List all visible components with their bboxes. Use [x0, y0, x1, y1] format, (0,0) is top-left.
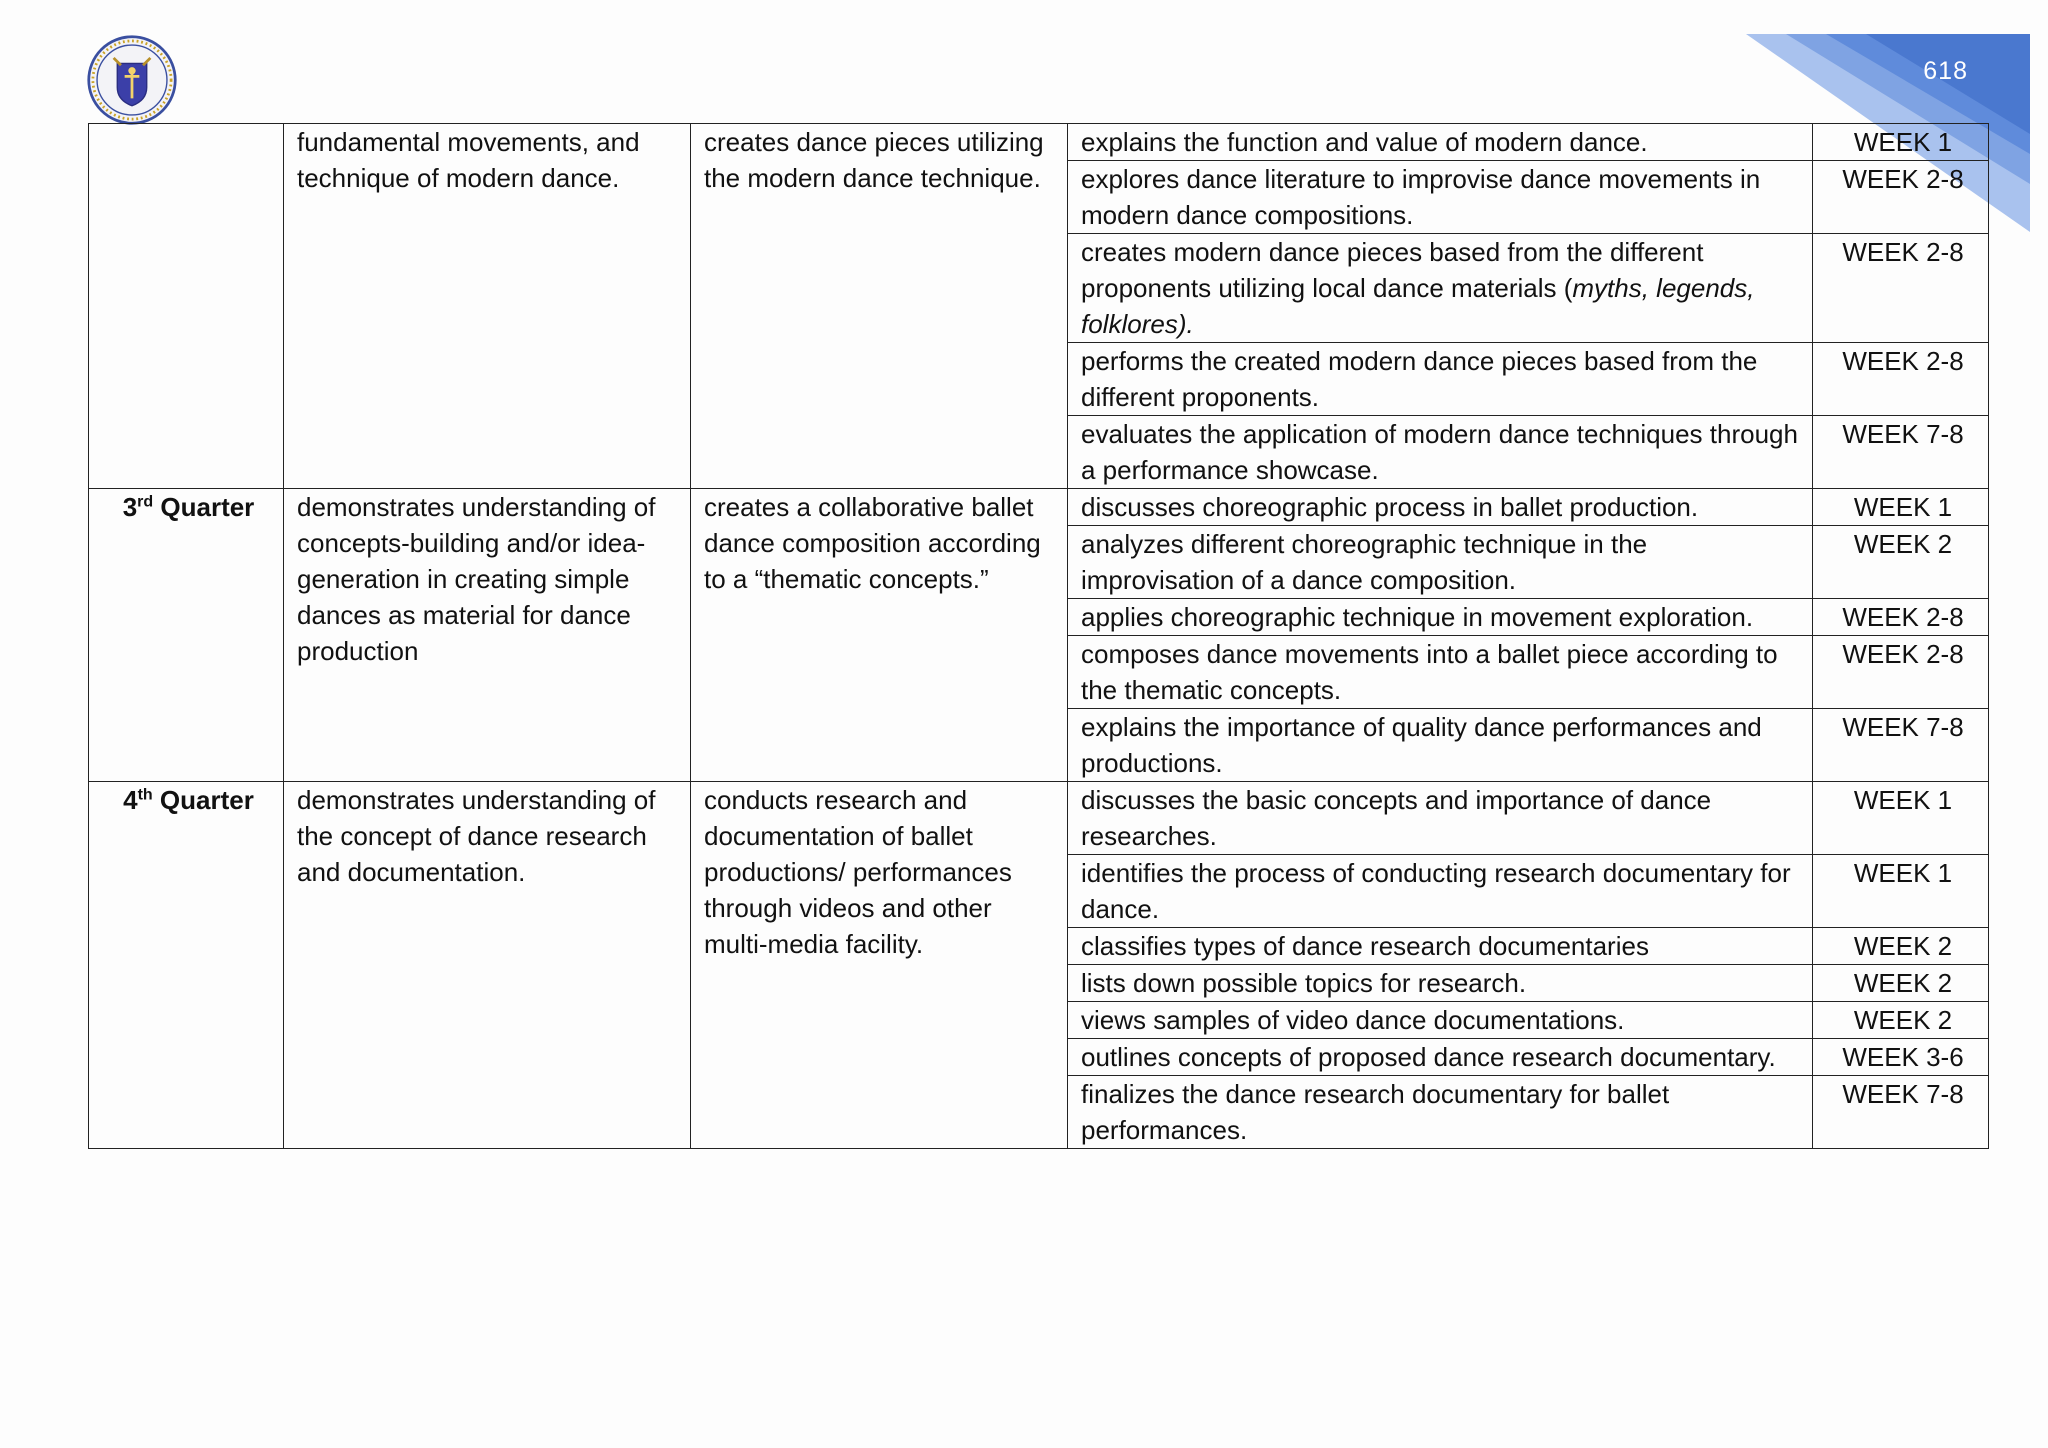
competency-cell: analyzes different choreographic technique in the improvisation of a dance composition.: [1068, 526, 1813, 599]
week-cell: WEEK 2-8: [1813, 343, 1989, 416]
performance-standard-cell: creates dance pieces utilizing the modern dance technique.: [691, 124, 1068, 489]
week-cell: WEEK 2: [1813, 1002, 1989, 1039]
quarter-cell: [89, 782, 284, 1149]
content-standard-cell: demonstrates understanding of the concept of dance research and documentation.: [284, 782, 691, 1149]
week-cell: WEEK 1: [1813, 782, 1989, 855]
table-row: [89, 124, 1989, 161]
week-cell: WEEK 1: [1813, 124, 1989, 161]
competency-cell: lists down possible topics for research.: [1068, 965, 1813, 1002]
competency-cell: [1068, 234, 1813, 343]
competency-cell: explains the importance of quality dance performances and productions.: [1068, 709, 1813, 782]
competency-cell: identifies the process of conducting research documentary for dance.: [1068, 855, 1813, 928]
content-standard-cell: fundamental movements, and technique of modern dance.: [284, 124, 691, 489]
week-cell: WEEK 3-6: [1813, 1039, 1989, 1076]
competency-text-italic: myths, legends, folklores).: [1081, 273, 1755, 339]
week-cell: WEEK 7-8: [1813, 709, 1989, 782]
performance-standard-cell: conducts research and documentation of ballet productions/ performances through videos and other multi-media facility.: [691, 782, 1068, 1149]
content-standard-cell: demonstrates understanding of concepts-building and/or idea-generation in creating simple dances as material for dance production: [284, 489, 691, 782]
table-row: [89, 489, 1989, 526]
quarter-cell: [89, 124, 284, 489]
week-cell: WEEK 2: [1813, 928, 1989, 965]
competency-cell: explains the function and value of modern dance.: [1068, 124, 1813, 161]
quarter-cell: [89, 489, 284, 782]
week-cell: WEEK 1: [1813, 489, 1989, 526]
quarter-number: 3: [122, 492, 138, 522]
page-number: 618: [1923, 57, 1968, 85]
curriculum-table: [88, 123, 1989, 1149]
week-cell: WEEK 1: [1813, 855, 1989, 928]
week-cell: WEEK 2: [1813, 526, 1989, 599]
competency-cell: performs the created modern dance pieces based from the different proponents.: [1068, 343, 1813, 416]
quarter-ordinal: th: [137, 786, 153, 804]
week-cell: WEEK 2: [1813, 965, 1989, 1002]
competency-text: creates modern dance pieces based from the different proponents utilizing local dance materials (: [1081, 237, 1704, 303]
quarter-label: Quarter: [152, 785, 254, 815]
competency-cell: composes dance movements into a ballet piece according to the thematic concepts.: [1068, 636, 1813, 709]
week-cell: WEEK 2-8: [1813, 161, 1989, 234]
week-cell: WEEK 7-8: [1813, 416, 1989, 489]
competency-cell: discusses choreographic process in ballet production.: [1068, 489, 1813, 526]
competency-cell: classifies types of dance research documentaries: [1068, 928, 1813, 965]
week-cell: WEEK 7-8: [1813, 1076, 1989, 1149]
week-cell: WEEK 2-8: [1813, 599, 1989, 636]
week-cell: WEEK 2-8: [1813, 234, 1989, 343]
table-row: [89, 782, 1989, 855]
competency-cell: discusses the basic concepts and importance of dance researches.: [1068, 782, 1813, 855]
competency-cell: evaluates the application of modern dance techniques through a performance showcase.: [1068, 416, 1813, 489]
performance-standard-cell: creates a collaborative ballet dance composition according to a “thematic concepts.”: [691, 489, 1068, 782]
quarter-label: Quarter: [153, 492, 255, 522]
quarter-ordinal: rd: [137, 493, 154, 511]
deped-seal-icon: [86, 34, 178, 126]
week-cell: WEEK 2-8: [1813, 636, 1989, 709]
quarter-number: 4: [123, 785, 138, 815]
competency-cell: outlines concepts of proposed dance research documentary.: [1068, 1039, 1813, 1076]
competency-cell: finalizes the dance research documentary for ballet performances.: [1068, 1076, 1813, 1149]
competency-cell: explores dance literature to improvise dance movements in modern dance compositions.: [1068, 161, 1813, 234]
competency-cell: applies choreographic technique in movement exploration.: [1068, 599, 1813, 636]
competency-cell: views samples of video dance documentations.: [1068, 1002, 1813, 1039]
